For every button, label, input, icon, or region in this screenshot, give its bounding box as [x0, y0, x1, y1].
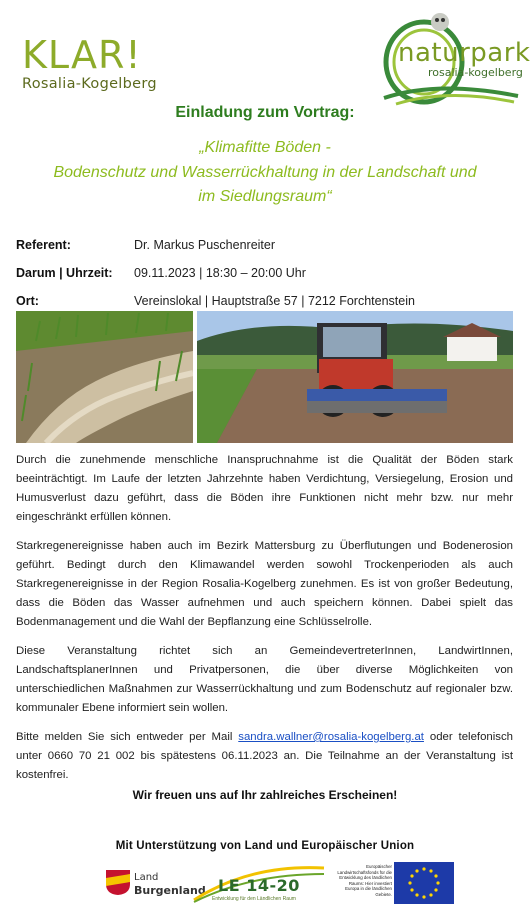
footer-logos	[0, 860, 530, 910]
paragraph: Durch die zunehmende menschliche Inanspruchnahme ist die Qualität der Böden stark beeinträchtigt. Im Laufe der letzten Jahrzehnte haben Verdichtung, Versiegelung, Erosion und Humusverlust dazu geführt, dass die Böden ihre Funktionen nicht mehr bzw. nur mehr eingeschränkt erfüllen können.	[16, 454, 513, 523]
body-text	[16, 451, 513, 795]
klar-logo-title: KLAR!	[22, 33, 142, 77]
burgenland-line1: Land	[134, 872, 159, 883]
paragraph: Starkregenereignisse haben auch im Bezirk Mattersburg zu Überflutungen und Bodenerosion geführt. Bedingt durch den Klimawandel werden sowohl Trockenperioden als auch Starkregenereignisse in der Region Rosalia-Kogelberg zunehmen. Es ist von großer Bedeutung, dass die Böden das Wasser aufnehmen und auch speichern können. Dabei spielt das Bodenmanagement und die Wahl der Bepflanzung eine Schlüsselrolle.	[16, 540, 513, 628]
invitation-heading: Einladung zum Vortrag:	[175, 104, 355, 121]
lecture-title	[30, 136, 500, 210]
info-value: Vereinslokal | Hauptstraße 57 | 7212 Forchtenstein	[134, 294, 415, 308]
closing-text: Wir freuen uns auf Ihr zahlreiches Erscheinen!	[132, 788, 398, 802]
support-text: Mit Unterstützung von Land und Europäischer Union	[115, 840, 415, 852]
lecture-title-line: Bodenschutz und Wasserrückhaltung in der Landschaft und	[53, 163, 477, 181]
registration-text: Bitte melden Sie sich entweder per Mail	[16, 731, 239, 743]
le-logo-title: LE 14-20	[218, 876, 300, 895]
eu-fund-text: Europäischer Landwirtschaftsfonds für die Entwicklung des ländlichen Raums: Hier investiert Europa in die ländlichen Gebiete.	[337, 864, 392, 897]
info-row-datetime	[16, 259, 516, 287]
le-logo-subtitle: Entwicklung für den Ländlichen Raum	[212, 896, 296, 902]
naturpark-logo-title: naturpark	[398, 38, 530, 68]
email-link[interactable]: sandra.wallner@rosalia-kogelberg.at	[238, 731, 424, 743]
info-label: Referent:	[16, 238, 71, 252]
burgenland-crest-icon	[104, 868, 132, 896]
registration-text: oder telefonisch unter 0660 70 21 002 bis spätestens 06.11.2023 an. Die Teilnahme an der Veranstaltung ist kostenfrei.	[16, 731, 513, 781]
paragraph: Diese Veranstaltung richtet sich an GemeindevertreterInnen, LandwirtInnen, LandschaftsplanerInnen und Privatpersonen, die über diverse Möglichkeiten von unterschiedlichen Maßnahmen zur Wasserrückhaltung und zum Bodenschutz auf regionaler bzw. kommunaler Ebene informiert sein wollen.	[16, 645, 513, 714]
info-value: Dr. Markus Puschenreiter	[134, 238, 276, 252]
lecture-title-line: im Siedlungsraum“	[198, 188, 332, 205]
burgenland-logo	[104, 868, 206, 901]
naturpark-logo-subtitle: rosalia-kogelberg	[428, 66, 523, 79]
photos	[16, 311, 513, 443]
header	[0, 0, 530, 110]
lecture-title-line: „Klimafitte Böden -	[199, 139, 331, 156]
event-info	[16, 231, 516, 315]
erosion-photo	[16, 311, 193, 443]
klar-logo	[22, 33, 157, 92]
burgenland-line2: Burgenland	[134, 884, 206, 897]
registration-paragraph	[16, 728, 513, 785]
info-row-speaker	[16, 231, 516, 259]
tractor-photo	[197, 311, 513, 443]
info-label: Ort:	[16, 294, 39, 308]
eu-flag-icon	[394, 862, 454, 904]
info-label: Darum | Uhrzeit:	[16, 266, 113, 280]
info-value: 09.11.2023 | 18:30 – 20:00 Uhr	[134, 266, 306, 280]
klar-logo-subtitle: Rosalia-Kogelberg	[22, 76, 157, 92]
